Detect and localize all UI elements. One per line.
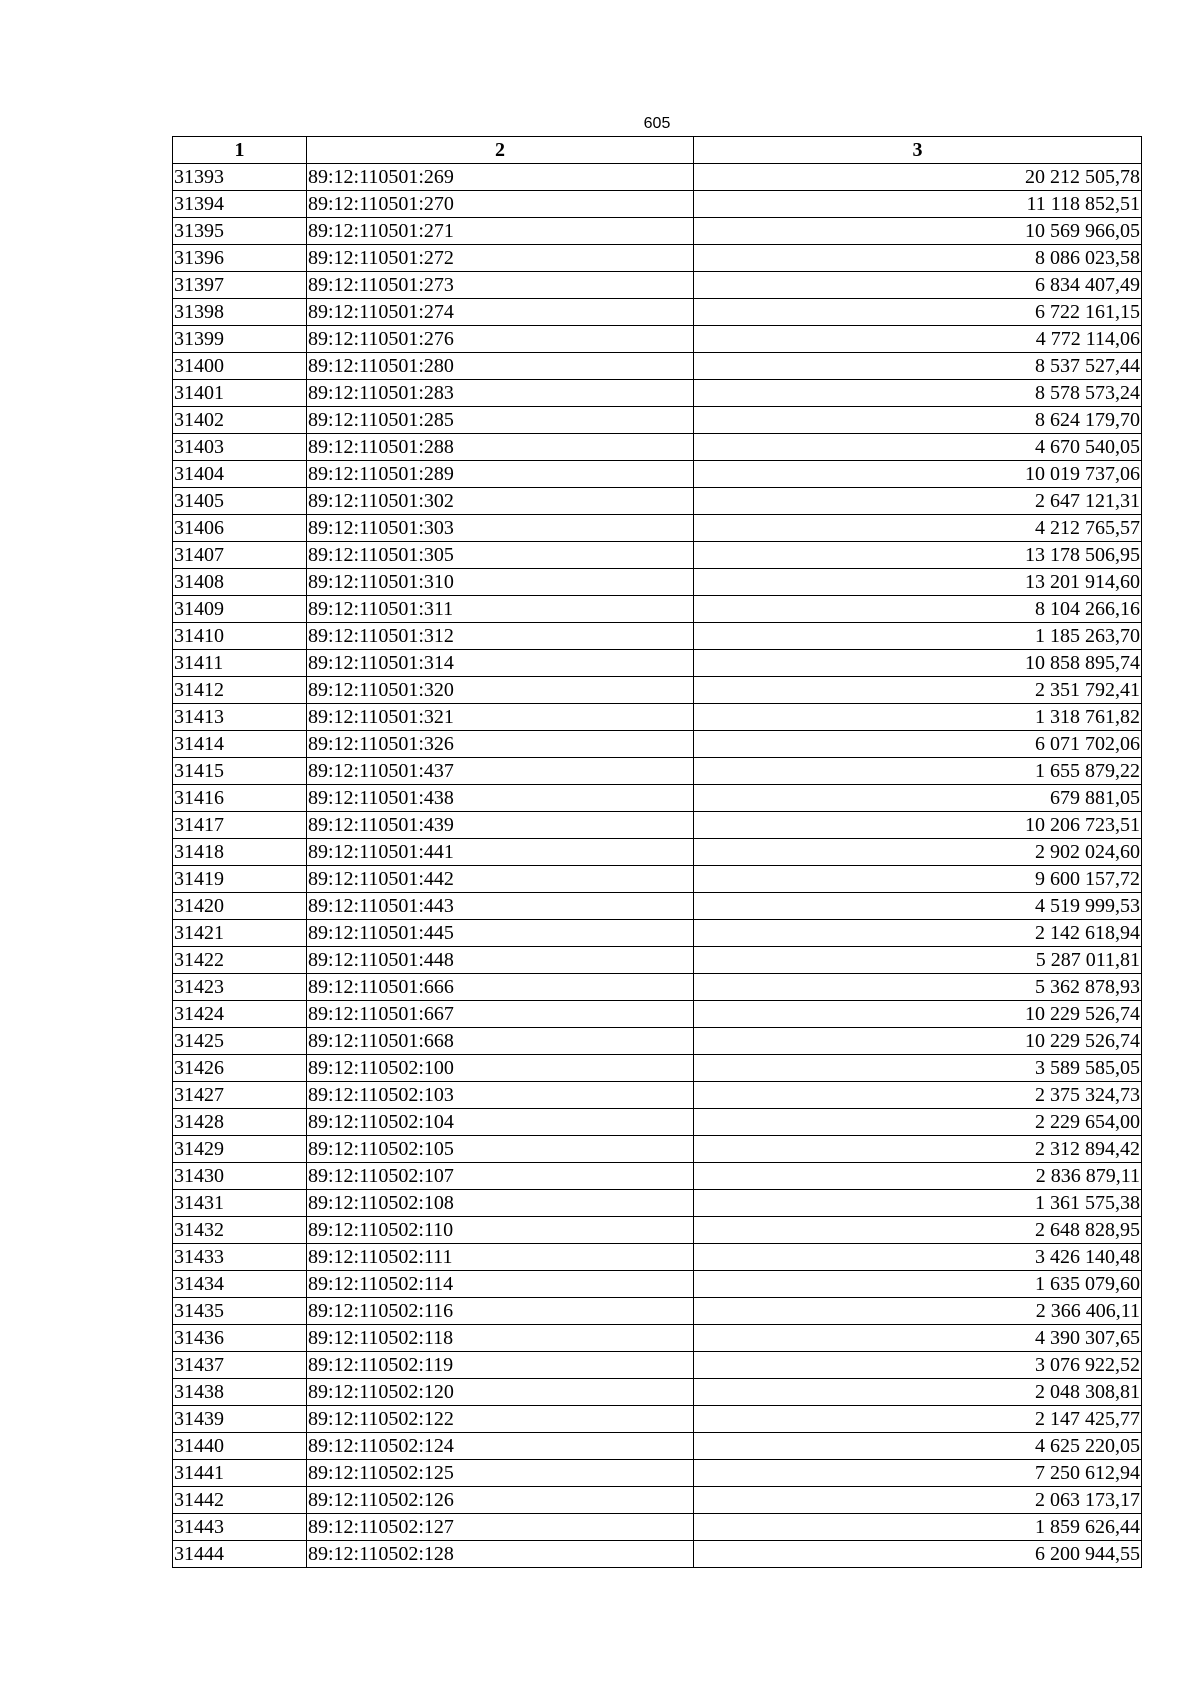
row-number-cell: 31437: [173, 1352, 307, 1379]
value-cell: 4 670 540,05: [694, 434, 1142, 461]
value-cell: 8 624 179,70: [694, 407, 1142, 434]
row-number-cell: 31423: [173, 974, 307, 1001]
cadastral-number-cell: 89:12:110502:122: [307, 1406, 694, 1433]
value-cell: 2 647 121,31: [694, 488, 1142, 515]
value-cell: 2 142 618,94: [694, 920, 1142, 947]
table-row: [173, 1325, 1142, 1352]
value-cell: 2 648 828,95: [694, 1217, 1142, 1244]
cadastral-number-cell: 89:12:110502:120: [307, 1379, 694, 1406]
value-cell: 11 118 852,51: [694, 191, 1142, 218]
cadastral-number-cell: 89:12:110501:442: [307, 866, 694, 893]
row-number-cell: 31428: [173, 1109, 307, 1136]
value-cell: 4 390 307,65: [694, 1325, 1142, 1352]
cadastral-number-cell: 89:12:110501:305: [307, 542, 694, 569]
row-number-cell: 31402: [173, 407, 307, 434]
cadastral-number-cell: 89:12:110501:303: [307, 515, 694, 542]
value-cell: 3 076 922,52: [694, 1352, 1142, 1379]
value-cell: 1 655 879,22: [694, 758, 1142, 785]
cadastral-number-cell: 89:12:110501:437: [307, 758, 694, 785]
row-number-cell: 31427: [173, 1082, 307, 1109]
cadastral-number-cell: 89:12:110501:666: [307, 974, 694, 1001]
value-cell: 679 881,05: [694, 785, 1142, 812]
row-number-cell: 31403: [173, 434, 307, 461]
cadastral-number-cell: 89:12:110502:126: [307, 1487, 694, 1514]
cadastral-number-cell: 89:12:110502:128: [307, 1541, 694, 1568]
value-cell: 10 858 895,74: [694, 650, 1142, 677]
value-cell: 4 625 220,05: [694, 1433, 1142, 1460]
table-row: [173, 326, 1142, 353]
row-number-cell: 31419: [173, 866, 307, 893]
table-row: [173, 164, 1142, 191]
value-cell: 8 086 023,58: [694, 245, 1142, 272]
cadastral-number-cell: 89:12:110502:108: [307, 1190, 694, 1217]
row-number-cell: 31410: [173, 623, 307, 650]
value-cell: 2 836 879,11: [694, 1163, 1142, 1190]
row-number-cell: 31424: [173, 1001, 307, 1028]
row-number-cell: 31443: [173, 1514, 307, 1541]
value-cell: 13 201 914,60: [694, 569, 1142, 596]
table-row: [173, 245, 1142, 272]
table-row: [173, 1406, 1142, 1433]
table-row: [173, 947, 1142, 974]
table-row: [173, 1379, 1142, 1406]
table-row: [173, 785, 1142, 812]
table-row: [173, 380, 1142, 407]
page-number: 605: [643, 115, 671, 132]
cadastral-number-cell: 89:12:110502:103: [307, 1082, 694, 1109]
table-row: [173, 623, 1142, 650]
value-cell: 4 212 765,57: [694, 515, 1142, 542]
row-number-cell: 31418: [173, 839, 307, 866]
value-cell: 1 318 761,82: [694, 704, 1142, 731]
value-cell: 2 366 406,11: [694, 1298, 1142, 1325]
value-cell: 10 569 966,05: [694, 218, 1142, 245]
row-number-cell: 31438: [173, 1379, 307, 1406]
cadastral-number-cell: 89:12:110502:125: [307, 1460, 694, 1487]
row-number-cell: 31416: [173, 785, 307, 812]
table-body: [173, 164, 1142, 1568]
value-cell: 6 834 407,49: [694, 272, 1142, 299]
row-number-cell: 31430: [173, 1163, 307, 1190]
cadastral-number-cell: 89:12:110501:274: [307, 299, 694, 326]
cadastral-number-cell: 89:12:110502:111: [307, 1244, 694, 1271]
row-number-cell: 31399: [173, 326, 307, 353]
table-row: [173, 1433, 1142, 1460]
row-number-cell: 31406: [173, 515, 307, 542]
table-row: [173, 866, 1142, 893]
table-row: [173, 1190, 1142, 1217]
table-row: [173, 272, 1142, 299]
value-cell: 2 063 173,17: [694, 1487, 1142, 1514]
row-number-cell: 31404: [173, 461, 307, 488]
cadastral-number-cell: 89:12:110501:289: [307, 461, 694, 488]
cadastral-number-cell: 89:12:110501:273: [307, 272, 694, 299]
table-row: [173, 1055, 1142, 1082]
row-number-cell: 31414: [173, 731, 307, 758]
row-number-cell: 31417: [173, 812, 307, 839]
cadastral-number-cell: 89:12:110502:107: [307, 1163, 694, 1190]
table-row: [173, 1163, 1142, 1190]
table-row: [173, 758, 1142, 785]
table-row: [173, 1001, 1142, 1028]
cadastral-number-cell: 89:12:110501:668: [307, 1028, 694, 1055]
cadastral-number-cell: 89:12:110502:104: [307, 1109, 694, 1136]
value-cell: 1 859 626,44: [694, 1514, 1142, 1541]
value-cell: 6 200 944,55: [694, 1541, 1142, 1568]
cadastral-number-cell: 89:12:110501:443: [307, 893, 694, 920]
table-row: [173, 461, 1142, 488]
value-cell: 8 104 266,16: [694, 596, 1142, 623]
table-row: [173, 1028, 1142, 1055]
value-cell: 10 019 737,06: [694, 461, 1142, 488]
cadastral-number-cell: 89:12:110501:667: [307, 1001, 694, 1028]
row-number-cell: 31436: [173, 1325, 307, 1352]
value-cell: 10 206 723,51: [694, 812, 1142, 839]
value-cell: 3 426 140,48: [694, 1244, 1142, 1271]
row-number-cell: 31425: [173, 1028, 307, 1055]
value-cell: 8 578 573,24: [694, 380, 1142, 407]
table-row: [173, 677, 1142, 704]
value-cell: 4 519 999,53: [694, 893, 1142, 920]
cadastral-number-cell: 89:12:110501:441: [307, 839, 694, 866]
table-row: [173, 704, 1142, 731]
table-row: [173, 731, 1142, 758]
table-row: [173, 1244, 1142, 1271]
table-row: [173, 1514, 1142, 1541]
row-number-cell: 31411: [173, 650, 307, 677]
cadastral-number-cell: 89:12:110501:445: [307, 920, 694, 947]
table-row: [173, 1271, 1142, 1298]
table-row: [173, 569, 1142, 596]
value-cell: 2 312 894,42: [694, 1136, 1142, 1163]
header-row: [173, 137, 1142, 164]
cadastral-number-cell: 89:12:110501:285: [307, 407, 694, 434]
cadastral-number-cell: 89:12:110502:127: [307, 1514, 694, 1541]
row-number-cell: 31412: [173, 677, 307, 704]
cadastral-number-cell: 89:12:110501:448: [307, 947, 694, 974]
row-number-cell: 31409: [173, 596, 307, 623]
row-number-cell: 31397: [173, 272, 307, 299]
cadastral-number-cell: 89:12:110502:124: [307, 1433, 694, 1460]
value-cell: 1 361 575,38: [694, 1190, 1142, 1217]
cadastral-number-cell: 89:12:110502:110: [307, 1217, 694, 1244]
cadastral-number-cell: 89:12:110501:272: [307, 245, 694, 272]
table-row: [173, 893, 1142, 920]
row-number-cell: 31439: [173, 1406, 307, 1433]
row-number-cell: 31407: [173, 542, 307, 569]
table-row: [173, 191, 1142, 218]
row-number-cell: 31398: [173, 299, 307, 326]
table-row: [173, 1487, 1142, 1514]
cadastral-number-cell: 89:12:110502:119: [307, 1352, 694, 1379]
row-number-cell: 31401: [173, 380, 307, 407]
table-row: [173, 920, 1142, 947]
value-cell: 10 229 526,74: [694, 1028, 1142, 1055]
value-cell: 2 351 792,41: [694, 677, 1142, 704]
row-number-cell: 31426: [173, 1055, 307, 1082]
value-cell: 20 212 505,78: [694, 164, 1142, 191]
row-number-cell: 31396: [173, 245, 307, 272]
table-row: [173, 1298, 1142, 1325]
table-row: [173, 596, 1142, 623]
cadastral-number-cell: 89:12:110502:114: [307, 1271, 694, 1298]
row-number-cell: 31420: [173, 893, 307, 920]
row-number-cell: 31394: [173, 191, 307, 218]
row-number-cell: 31421: [173, 920, 307, 947]
value-cell: 7 250 612,94: [694, 1460, 1142, 1487]
table-row: [173, 299, 1142, 326]
row-number-cell: 31433: [173, 1244, 307, 1271]
cadastral-number-cell: 89:12:110502:116: [307, 1298, 694, 1325]
cadastral-number-cell: 89:12:110501:438: [307, 785, 694, 812]
row-number-cell: 31435: [173, 1298, 307, 1325]
row-number-cell: 31400: [173, 353, 307, 380]
value-cell: 4 772 114,06: [694, 326, 1142, 353]
row-number-cell: 31422: [173, 947, 307, 974]
value-cell: 2 375 324,73: [694, 1082, 1142, 1109]
cadastral-number-cell: 89:12:110502:100: [307, 1055, 694, 1082]
table-row: [173, 839, 1142, 866]
cadastral-number-cell: 89:12:110501:320: [307, 677, 694, 704]
table-row: [173, 434, 1142, 461]
row-number-cell: 31413: [173, 704, 307, 731]
table-row: [173, 1217, 1142, 1244]
cadastral-number-cell: 89:12:110501:312: [307, 623, 694, 650]
cadastral-number-cell: 89:12:110501:288: [307, 434, 694, 461]
row-number-cell: 31408: [173, 569, 307, 596]
value-cell: 2 048 308,81: [694, 1379, 1142, 1406]
cadastral-number-cell: 89:12:110501:302: [307, 488, 694, 515]
value-cell: 2 902 024,60: [694, 839, 1142, 866]
value-cell: 6 722 161,15: [694, 299, 1142, 326]
row-number-cell: 31444: [173, 1541, 307, 1568]
table-row: [173, 974, 1142, 1001]
column-header-1: 1: [173, 137, 307, 164]
value-cell: 2 147 425,77: [694, 1406, 1142, 1433]
value-cell: 2 229 654,00: [694, 1109, 1142, 1136]
cadastral-number-cell: 89:12:110501:439: [307, 812, 694, 839]
table-row: [173, 1109, 1142, 1136]
cadastral-number-cell: 89:12:110501:271: [307, 218, 694, 245]
value-cell: 1 185 263,70: [694, 623, 1142, 650]
value-cell: 13 178 506,95: [694, 542, 1142, 569]
table-row: [173, 353, 1142, 380]
cadastral-number-cell: 89:12:110501:276: [307, 326, 694, 353]
cadastral-number-cell: 89:12:110501:310: [307, 569, 694, 596]
cadastral-number-cell: 89:12:110501:321: [307, 704, 694, 731]
row-number-cell: 31429: [173, 1136, 307, 1163]
table-row: [173, 1352, 1142, 1379]
column-header-2: 2: [307, 137, 694, 164]
row-number-cell: 31441: [173, 1460, 307, 1487]
value-cell: 9 600 157,72: [694, 866, 1142, 893]
value-cell: 5 362 878,93: [694, 974, 1142, 1001]
value-cell: 5 287 011,81: [694, 947, 1142, 974]
row-number-cell: 31434: [173, 1271, 307, 1298]
row-number-cell: 31405: [173, 488, 307, 515]
value-cell: 8 537 527,44: [694, 353, 1142, 380]
table-row: [173, 1541, 1142, 1568]
cadastral-number-cell: 89:12:110502:105: [307, 1136, 694, 1163]
cadastral-number-cell: 89:12:110501:314: [307, 650, 694, 677]
row-number-cell: 31393: [173, 164, 307, 191]
table-row: [173, 407, 1142, 434]
cadastral-number-cell: 89:12:110501:269: [307, 164, 694, 191]
cadastral-number-cell: 89:12:110501:311: [307, 596, 694, 623]
cadastral-number-cell: 89:12:110501:283: [307, 380, 694, 407]
table-row: [173, 218, 1142, 245]
value-cell: 10 229 526,74: [694, 1001, 1142, 1028]
cadastral-number-cell: 89:12:110501:280: [307, 353, 694, 380]
cadastral-number-cell: 89:12:110501:326: [307, 731, 694, 758]
row-number-cell: 31432: [173, 1217, 307, 1244]
row-number-cell: 31431: [173, 1190, 307, 1217]
table-row: [173, 812, 1142, 839]
table-row: [173, 1460, 1142, 1487]
row-number-cell: 31395: [173, 218, 307, 245]
value-cell: 6 071 702,06: [694, 731, 1142, 758]
row-number-cell: 31442: [173, 1487, 307, 1514]
table-row: [173, 650, 1142, 677]
cadastral-value-table: [172, 136, 1142, 1568]
table-header: [173, 137, 1142, 164]
table-row: [173, 1136, 1142, 1163]
row-number-cell: 31440: [173, 1433, 307, 1460]
row-number-cell: 31415: [173, 758, 307, 785]
value-cell: 1 635 079,60: [694, 1271, 1142, 1298]
value-cell: 3 589 585,05: [694, 1055, 1142, 1082]
table-row: [173, 1082, 1142, 1109]
table-row: [173, 488, 1142, 515]
table-row: [173, 515, 1142, 542]
table-row: [173, 542, 1142, 569]
cadastral-number-cell: 89:12:110502:118: [307, 1325, 694, 1352]
column-header-3: 3: [694, 137, 1142, 164]
cadastral-number-cell: 89:12:110501:270: [307, 191, 694, 218]
